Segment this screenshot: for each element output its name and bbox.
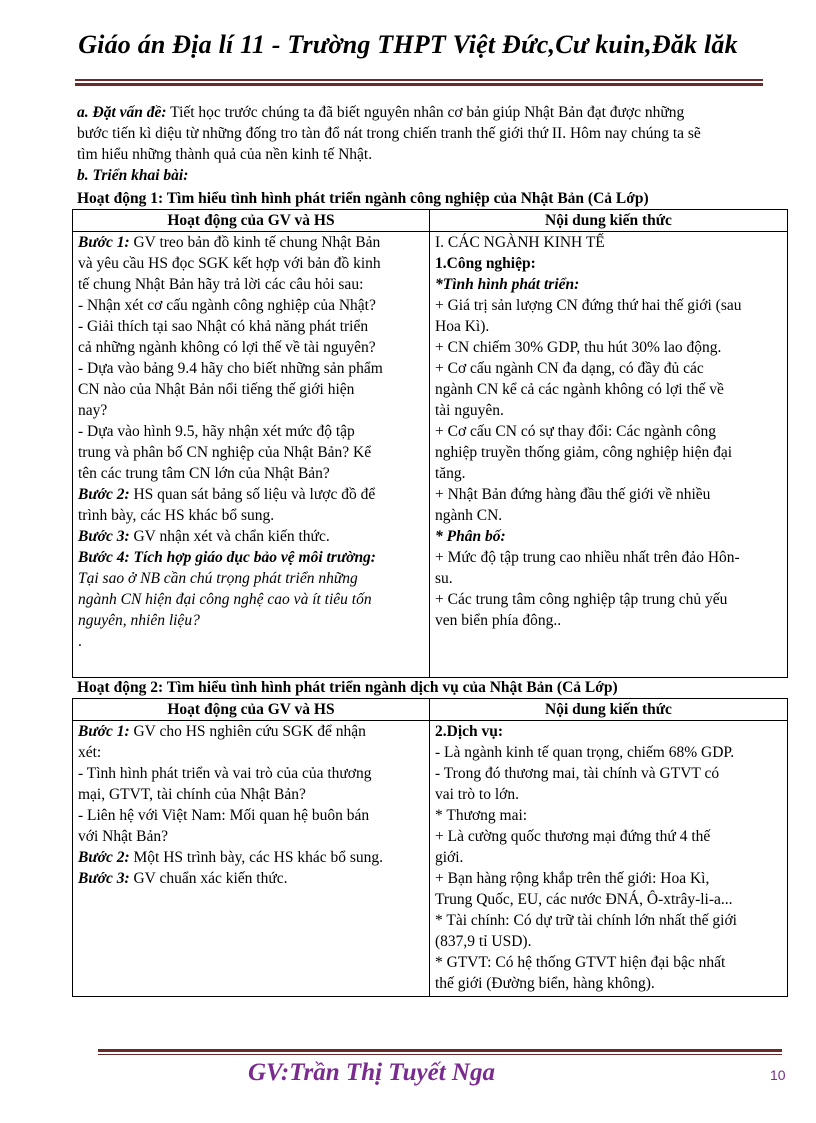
activity1-left-cell (73, 232, 430, 678)
activity1-title: Hoạt động 1: Tìm hiểu tình hình phát triển ngành công nghiệp của Nhật Bản (Cả Lớp) (77, 190, 649, 207)
intro-paragraph-a (77, 102, 767, 165)
table-header-row (73, 699, 788, 721)
text-line: * Tài chính: Có dự trữ tài chính lớn nhất thế giới (435, 912, 737, 929)
text-line: tăng. (435, 465, 466, 482)
text-line: . (78, 633, 82, 650)
text-line: + Giá trị sản lượng CN đứng thứ hai thế giới (sau (435, 297, 742, 314)
text-line: CN nào của Nhật Bản nổi tiếng thế giới hiện (78, 381, 355, 398)
step-label: Bước 2: (78, 486, 130, 503)
column-header-content: Nội dung kiến thức (430, 210, 788, 232)
step-label: Bước 4: Tích hợp giáo dục bảo vệ môi trường: (78, 549, 376, 566)
activity2-table (72, 698, 788, 997)
footer-author: GV:Trần Thị Tuyết Nga (248, 1059, 495, 1086)
text-line: - Dựa vào bảng 9.4 hãy cho biết những sản phẩm (78, 360, 383, 377)
subsection-heading: * Phân bố: (435, 528, 506, 545)
text-line: + CN chiếm 30% GDP, thu hút 30% lao động. (435, 339, 722, 356)
step-line: Bước 2: HS quan sát bảng số liệu và lược đồ để (78, 486, 376, 503)
subsection-heading: 2.Dịch vụ: (435, 723, 504, 740)
text-line: + Nhật Bản đứng hàng đầu thế giới về nhiều (435, 486, 711, 503)
text-line: ngành CN kể cả các ngành không có lợi thế về (435, 381, 724, 398)
intro-text-line: Tiết học trước chúng ta đã biết nguyên nhân cơ bản giúp Nhật Bản đạt được những (166, 104, 685, 121)
table-row (73, 232, 788, 678)
column-header-activities: Hoạt động của GV và HS (73, 699, 430, 721)
text-line: + Mức độ tập trung cao nhiều nhất trên đảo Hôn- (435, 549, 740, 566)
intro-text-line: tìm hiểu những thành quả của nền kinh tế Nhật. (77, 146, 373, 163)
text-line: - Tình hình phát triển và vai trò của của thương (78, 765, 372, 782)
text-line: nguyên, nhiên liệu? (78, 612, 200, 629)
text-line: + Là cường quốc thương mại đứng thứ 4 thế (435, 828, 711, 845)
text-line: với Nhật Bản? (78, 828, 168, 845)
activity1-table (72, 209, 788, 678)
step-label: Bước 1: (78, 723, 130, 740)
text-line: ven biển phía đông.. (435, 612, 562, 629)
step-line: Bước 3: GV nhận xét và chẩn kiến thức. (78, 528, 330, 545)
table-row (73, 721, 788, 997)
step-line: Bước 3: GV chuẩn xác kiến thức. (78, 870, 288, 887)
text-line: tài nguyên. (435, 402, 504, 419)
text-line: xét: (78, 744, 102, 761)
text-line: trình bày, các HS khác bổ sung. (78, 507, 275, 524)
subsection-heading: *Tình hình phát triển: (435, 276, 580, 293)
header-rule-thick (75, 83, 763, 86)
text-line: tế chung Nhật Bản hãy trả lời các câu hỏi sau: (78, 276, 364, 293)
step-line: Bước 2: Một HS trình bày, các HS khác bổ sung. (78, 849, 384, 866)
text-line: - Nhận xét cơ cấu ngành công nghiệp của Nhật? (78, 297, 376, 314)
activity1-right-cell (430, 232, 788, 678)
text-line: + Các trung tâm công nghiệp tập trung chủ yếu (435, 591, 728, 608)
text-line: - Giải thích tại sao Nhật có khả năng phát triển (78, 318, 369, 335)
text-line: - Dựa vào hình 9.5, hãy nhận xét mức độ tập (78, 423, 355, 440)
text-line: ngành CN hiện đại công nghệ cao và ít tiêu tốn (78, 591, 372, 608)
intro-section (77, 102, 767, 186)
text-line: Trung Quốc, EU, các nước ĐNÁ, Ô-xtrây-li-a... (435, 891, 733, 908)
text-line: * GTVT: Có hệ thống GTVT hiện đại bậc nhất (435, 954, 726, 971)
activity2-title: Hoạt động 2: Tìm hiểu tình hình phát triển ngành dịch vụ của Nhật Bản (Cả Lớp) (77, 679, 618, 696)
text-line: - Trong đó thương mai, tài chính và GTVT có (435, 765, 720, 782)
footer-rule-thin (98, 1054, 782, 1055)
text-line: và yêu cầu HS đọc SGK kết hợp với bản đồ kinh (78, 255, 381, 272)
page-number: 10 (770, 1067, 786, 1083)
step-line: Bước 1: GV cho HS nghiên cứu SGK để nhận (78, 723, 366, 740)
step-label: Bước 2: (78, 849, 130, 866)
text-line: giới. (435, 849, 464, 866)
text-line: nghiệp truyền thống giảm, công nghiệp hiện đại (435, 444, 733, 461)
text-line: vai trò to lớn. (435, 786, 519, 803)
intro-text-line: bước tiến kì diệu từ những đống tro tàn đổ nát trong chiến tranh thế giới thứ II. Hôm nay chúng ta sẽ (77, 125, 701, 142)
text-line: - Liên hệ với Việt Nam: Mối quan hệ buôn bán (78, 807, 370, 824)
table-header-row (73, 210, 788, 232)
page-header-title: Giáo án Địa lí 11 - Trường THPT Việt Đức,Cư kuin,Đăk lăk (78, 30, 738, 59)
text-line: + Bạn hàng rộng khắp trên thế giới: Hoa Kì, (435, 870, 710, 887)
activity2-right-cell (430, 721, 788, 997)
step-label: Bước 1: (78, 234, 130, 251)
text-line: mại, GTVT, tài chính của Nhật Bản? (78, 786, 306, 803)
column-header-activities: Hoạt động của GV và HS (73, 210, 430, 232)
subsection-heading: 1.Công nghiệp: (435, 255, 536, 272)
step-label: Bước 3: (78, 870, 130, 887)
intro-lead-a: a. Đặt vấn đề: (77, 104, 167, 121)
text-line: nay? (78, 402, 108, 419)
text-line: ngành CN. (435, 507, 503, 524)
text-line: trung và phân bố CN nghiệp của Nhật Bản? Kể (78, 444, 372, 461)
step-label: Bước 3: (78, 528, 130, 545)
footer-rule-thick (98, 1049, 782, 1052)
text-line: thế giới (Đường biển, hàng không). (435, 975, 655, 992)
text-line: Hoa Kì). (435, 318, 490, 335)
text-line: tên các trung tâm CN lớn của Nhật Bản? (78, 465, 330, 482)
text-line: (837,9 tỉ USD). (435, 933, 532, 950)
intro-lead-b: b. Triển khai bài: (77, 167, 189, 184)
text-line: - Là ngành kinh tế quan trọng, chiếm 68% GDP. (435, 744, 735, 761)
step-line: Bước 1: GV treo bản đồ kinh tế chung Nhật Bản (78, 234, 381, 251)
header-rule-thin (75, 79, 763, 81)
text-line: su. (435, 570, 453, 587)
text-line: cả những ngành không có lợi thế về tài nguyên? (78, 339, 376, 356)
text-line: + Cơ cấu ngành CN đa dạng, có đầy đủ các (435, 360, 704, 377)
column-header-content: Nội dung kiến thức (430, 699, 788, 721)
activity2-left-cell (73, 721, 430, 997)
text-line: + Cơ cấu CN có sự thay đổi: Các ngành công (435, 423, 717, 440)
section-heading: I. CÁC NGÀNH KINH TẾ (435, 234, 605, 251)
text-line: Tại sao ở NB cần chú trọng phát triển những (78, 570, 358, 587)
text-line: * Thương mai: (435, 807, 528, 824)
